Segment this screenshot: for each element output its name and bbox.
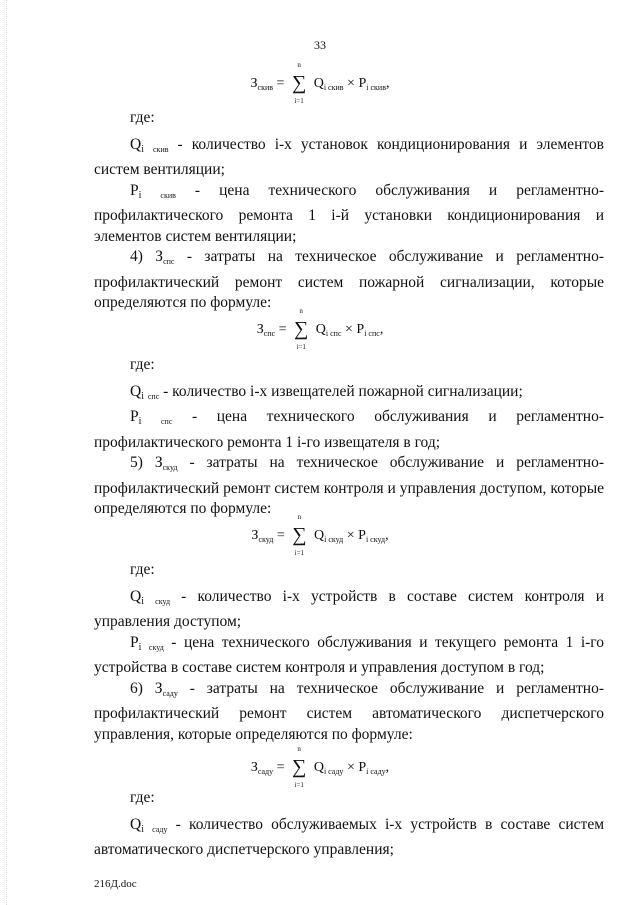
where-label: где: bbox=[130, 109, 155, 126]
where-label: где: bbox=[130, 789, 155, 806]
block-2 bbox=[94, 355, 604, 520]
formula-spc: $З_{спс}$ = n ∑ i=1 $Q_{i спс} \times P_{i спс}$, bbox=[256, 307, 384, 351]
def-q-sadu: Qi $_{саду}$ - количество обслуживаемых i-х устройств в составе систем автоматического диспетчерского управления; bbox=[94, 815, 605, 858]
formula-skiv: $З_{скив}$ = n ∑ i=1 $Q_{i скив} \times P_{i скив}$, bbox=[250, 61, 390, 105]
def-p-spc: Pi $_{спс}$ - цена технического обслуживания и регламентно-профилактического ремонта 1 i-го извещателя в год; bbox=[94, 408, 604, 451]
item-5-skud: 5) $З_{скуд}$ - затраты на техническое обслуживание и регламентно-профилактический ремонт систем контроля и управления доступом, которые определяются по формуле: bbox=[94, 454, 604, 517]
document-footer-filename: 216Д.doc bbox=[94, 878, 137, 890]
def-p-skud: Pi $_{скуд}$ - цена технического обслуживания и текущего ремонта 1 i-го устройства в составе систем контроля и управления доступом в год; bbox=[94, 633, 605, 676]
def-q-spc: Qi $_{спс}$ - количество i-х извещателей пожарной сигнализации; bbox=[130, 382, 523, 402]
item-4-spc: 4) $З_{спс}$ - затраты на техническое обслуживание и регламентно-профилактический ремонт систем пожарной сигнализации, которые определяются по формуле: bbox=[94, 248, 604, 311]
def-q-skiv: Qi $_{скив}$ - количество i-х установок кондиционирования и элементов систем вентиляции; bbox=[94, 135, 604, 178]
sum-sign: n ∑ i=1 bbox=[292, 745, 307, 789]
block-3 bbox=[94, 560, 604, 745]
def-p-skiv: Pi $_{скив}$ - цена технического обслуживания и регламентно-профилактического ремонта 1 i-й установки кондиционирования и элементов систем вентиляции; bbox=[94, 181, 605, 245]
def-q-skud: Qi $_{скуд}$ - количество i-х устройств в составе систем контроля и управления доступом; bbox=[94, 587, 605, 630]
item-6-sadu: 6) $З_{саду}$ - затраты на техническое обслуживание и регламентно-профилактический ремонт систем автоматического диспетчерского управления, которые определяются по формуле: bbox=[94, 679, 604, 743]
formula-sadu: $З_{саду}$ = n ∑ i=1 $Q_{i саду} \times P_{i саду}$, bbox=[250, 745, 390, 789]
formula-skud: $З_{скуд}$ = n ∑ i=1 $Q_{i скуд} \times P_{i скуд}$, bbox=[251, 513, 389, 557]
where-label: где: bbox=[130, 356, 155, 373]
page-number: 33 bbox=[314, 38, 326, 52]
block-1 bbox=[94, 108, 604, 314]
sum-sign: n ∑ i=1 bbox=[291, 61, 307, 105]
sum-sign: n ∑ i=1 bbox=[294, 307, 309, 351]
where-label: где: bbox=[130, 561, 155, 578]
block-4 bbox=[94, 788, 604, 861]
sum-sign: n ∑ i=1 bbox=[292, 513, 307, 557]
